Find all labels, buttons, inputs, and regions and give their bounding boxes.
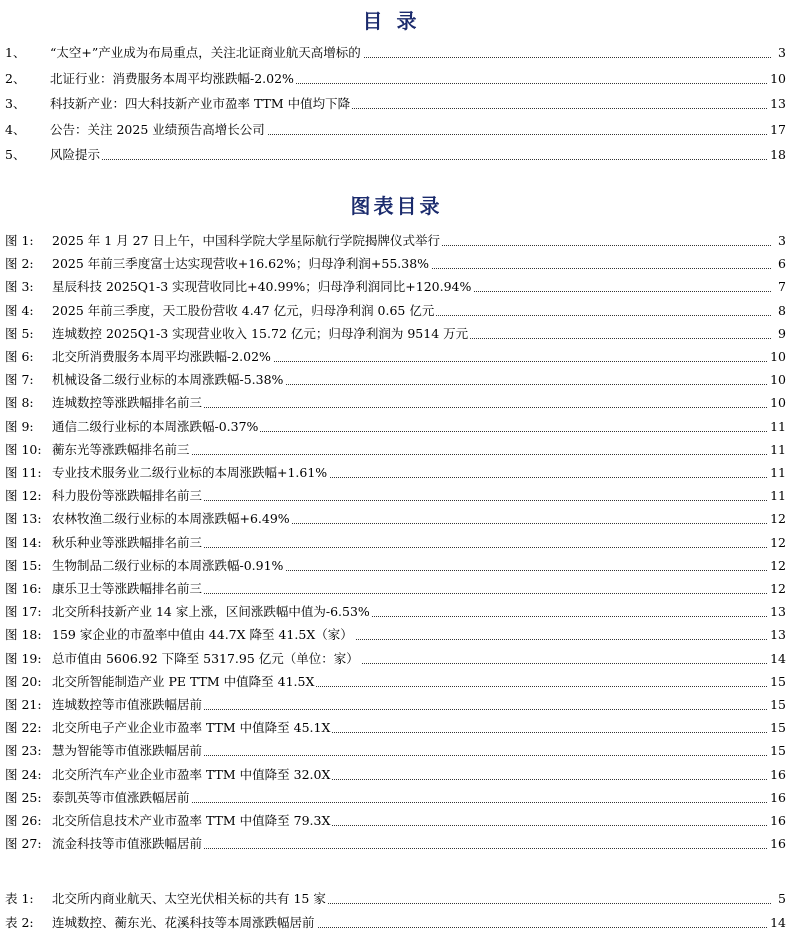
figure-entry-page: 3 bbox=[776, 230, 786, 252]
toc-entry-title[interactable]: 风险提示 bbox=[50, 144, 102, 166]
figure-entry[interactable] bbox=[0, 764, 793, 786]
toc-entry[interactable] bbox=[0, 93, 793, 115]
figure-entry[interactable] bbox=[0, 462, 793, 484]
figure-entry[interactable] bbox=[0, 323, 793, 345]
figure-entry[interactable] bbox=[0, 810, 793, 832]
figure-entry-title[interactable]: 北交所电子产业企业市盈率 TTM 中值降至 45.1X bbox=[52, 717, 332, 739]
figure-entry-title[interactable]: 秋乐种业等涨跌幅排名前三 bbox=[52, 532, 204, 554]
figure-entry-number: 图 5: bbox=[5, 325, 34, 341]
figure-entry-number: 图 13: bbox=[5, 511, 42, 527]
toc-entry[interactable] bbox=[0, 68, 793, 90]
figure-entry-page: 12 bbox=[768, 508, 786, 530]
figure-entry[interactable] bbox=[0, 787, 793, 809]
figure-entry[interactable] bbox=[0, 532, 793, 554]
figure-entry[interactable] bbox=[0, 416, 793, 438]
figure-entry-title[interactable]: 慧为智能等市值涨跌幅居前 bbox=[52, 740, 204, 762]
toc-entry-title[interactable]: “太空+”产业成为布局重点，关注北证商业航天高增标的 bbox=[50, 42, 363, 64]
table-entry-number: 表 1: bbox=[5, 891, 34, 906]
figure-entry[interactable] bbox=[0, 648, 793, 670]
figure-entry-title[interactable]: 通信二级行业标的本周涨跌幅-0.37% bbox=[52, 416, 260, 438]
figure-entry[interactable] bbox=[0, 740, 793, 762]
figure-entry-number: 图 23: bbox=[5, 743, 42, 759]
figure-entry-title[interactable]: 泰凯英等市值涨跌幅居前 bbox=[52, 787, 192, 809]
toc-entry-number: 5、 bbox=[5, 147, 26, 162]
figure-entry-title[interactable]: 2025 年前三季度，天工股份营收 4.47 亿元，归母净利润 0.65 亿元 bbox=[52, 300, 436, 322]
figure-entry-number: 图 19: bbox=[5, 650, 42, 666]
figure-entry-title[interactable]: 159 家企业的市盈率中值由 44.7X 降至 41.5X（家） bbox=[52, 624, 355, 646]
figure-entry-number: 图 6: bbox=[5, 349, 34, 364]
figure-entry[interactable] bbox=[0, 346, 793, 368]
figure-entry-number: 图 9: bbox=[5, 418, 34, 434]
table-entry-page: 14 bbox=[768, 912, 786, 934]
figure-entry-page: 8 bbox=[776, 300, 786, 322]
figure-entry-page: 16 bbox=[768, 764, 786, 786]
table-entry[interactable] bbox=[0, 888, 793, 910]
figure-entry-page: 15 bbox=[768, 717, 786, 739]
figure-entry[interactable] bbox=[0, 694, 793, 716]
figure-entry-number: 图 8: bbox=[5, 395, 34, 411]
toc-entry-page: 18 bbox=[768, 144, 786, 166]
toc-entry-title[interactable]: 科技新产业：四大科技新产业市盈率 TTM 中值均下降 bbox=[50, 93, 352, 115]
figure-entry-page: 11 bbox=[768, 462, 786, 484]
figure-entry-number: 图 17: bbox=[5, 604, 42, 620]
toc-entry-page: 3 bbox=[776, 42, 786, 64]
toc-entry-title[interactable]: 北证行业：消费服务本周平均涨跌幅-2.02% bbox=[50, 68, 296, 90]
figure-entry-number: 图 21: bbox=[5, 697, 42, 712]
table-entry-number: 表 2: bbox=[5, 915, 34, 930]
toc-entry-title[interactable]: 公告：关注 2025 业绩预告高增长公司 bbox=[50, 119, 267, 141]
figure-entry-page: 10 bbox=[768, 369, 786, 391]
figure-entry-page: 11 bbox=[768, 485, 786, 507]
figure-entry-page: 11 bbox=[768, 439, 786, 461]
figure-entry-title[interactable]: 2025 年前三季度富士达实现营收+16.62%；归母净利润+55.38% bbox=[52, 253, 431, 275]
figure-entry[interactable] bbox=[0, 485, 793, 507]
figure-entry-title[interactable]: 北交所科技新产业 14 家上涨，区间涨跌幅中值为-6.53% bbox=[52, 601, 372, 623]
figure-entry[interactable] bbox=[0, 555, 793, 577]
figure-entry-number: 图 16: bbox=[5, 581, 42, 596]
figure-entry-page: 11 bbox=[768, 416, 786, 438]
figure-entry-title[interactable]: 2025 年 1 月 27 日上午，中国科学院大学星际航行学院揭牌仪式举行 bbox=[52, 230, 442, 252]
table-entry-title[interactable]: 北交所内商业航天、太空光伏相关标的共有 15 家 bbox=[52, 888, 328, 910]
figure-entry-title[interactable]: 连城数控 2025Q1-3 实现营业收入 15.72 亿元；归母净利润为 9514 万元 bbox=[52, 323, 470, 345]
figure-entry-page: 15 bbox=[768, 671, 786, 693]
figure-entry-number: 图 12: bbox=[5, 488, 42, 504]
figure-entry-number: 图 20: bbox=[5, 673, 42, 689]
toc-entry-page: 10 bbox=[768, 68, 786, 90]
figure-entry[interactable] bbox=[0, 671, 793, 693]
dot-leader bbox=[50, 159, 771, 160]
figure-entry[interactable] bbox=[0, 624, 793, 646]
figure-entry-page: 6 bbox=[776, 253, 786, 275]
figure-entry-number: 图 11: bbox=[5, 465, 42, 480]
figure-entry-title[interactable]: 总市值由 5606.92 下降至 5317.95 亿元（单位：家） bbox=[52, 648, 361, 670]
figure-entry-title[interactable]: 农林牧渔二级行业标的本周涨跌幅+6.49% bbox=[52, 508, 292, 530]
figure-entry-page: 16 bbox=[768, 833, 786, 855]
figure-entry-number: 图 18: bbox=[5, 627, 42, 643]
figure-entry-number: 图 24: bbox=[5, 766, 42, 782]
toc-title: 目录 bbox=[362, 9, 431, 33]
figure-entry-number: 图 15: bbox=[5, 557, 42, 573]
figure-entry-title[interactable]: 连城数控等涨跌幅排名前三 bbox=[52, 392, 204, 414]
figure-entry-number: 图 25: bbox=[5, 789, 42, 805]
figure-entry-number: 图 2: bbox=[5, 256, 34, 272]
toc-entry[interactable] bbox=[0, 42, 793, 64]
toc-entry-number: 3、 bbox=[5, 96, 26, 111]
figure-entry-page: 9 bbox=[776, 323, 786, 345]
figure-entry-title[interactable]: 蘅东光等涨跌幅排名前三 bbox=[52, 439, 192, 461]
figure-entry[interactable] bbox=[0, 578, 793, 600]
figure-entry-page: 10 bbox=[768, 392, 786, 414]
figure-entry-page: 13 bbox=[768, 624, 786, 646]
toc-entry-number: 4、 bbox=[5, 121, 26, 137]
figure-entry-page: 15 bbox=[768, 740, 786, 762]
figure-entry-number: 图 1: bbox=[5, 233, 34, 248]
toc-entry-number: 1、 bbox=[5, 45, 26, 60]
figure-entry[interactable] bbox=[0, 276, 793, 298]
figure-entry[interactable] bbox=[0, 601, 793, 623]
figure-entry-title[interactable]: 科力股份等涨跌幅排名前三 bbox=[52, 485, 204, 507]
figure-entry-number: 图 3: bbox=[5, 279, 34, 295]
figure-entry-number: 图 4: bbox=[5, 302, 34, 318]
figure-entry[interactable] bbox=[0, 230, 793, 252]
figure-entry[interactable] bbox=[0, 253, 793, 275]
figure-entry-page: 12 bbox=[768, 578, 786, 600]
figure-entry-page: 16 bbox=[768, 810, 786, 832]
figure-entry-page: 14 bbox=[768, 648, 786, 670]
figure-entry-title[interactable]: 北交所消费服务本周平均涨跌幅-2.02% bbox=[52, 346, 273, 368]
toc-entry-page: 17 bbox=[768, 119, 786, 141]
figure-entry[interactable] bbox=[0, 392, 793, 414]
table-entry-title[interactable]: 连城数控、蘅东光、花溪科技等本周涨跌幅居前 bbox=[52, 912, 317, 934]
figure-entry-number: 图 14: bbox=[5, 534, 42, 550]
figure-entry-title[interactable]: 星辰科技 2025Q1-3 实现营收同比+40.99%；归母净利润同比+120.94% bbox=[52, 276, 473, 298]
figure-entry-page: 10 bbox=[768, 346, 786, 368]
toc-entry[interactable] bbox=[0, 119, 793, 141]
figure-entry-number: 图 22: bbox=[5, 720, 42, 736]
figure-entry-number: 图 10: bbox=[5, 441, 42, 457]
figure-entry[interactable] bbox=[0, 300, 793, 322]
table-entry-page: 5 bbox=[776, 888, 786, 910]
figure-entry[interactable] bbox=[0, 369, 793, 391]
figure-list-title: 图表目录 bbox=[350, 194, 443, 218]
figure-entry-title[interactable]: 机械设备二级行业标的本周涨跌幅-5.38% bbox=[52, 369, 285, 391]
figure-entry-number: 图 27: bbox=[5, 836, 42, 852]
figure-entry-title[interactable]: 流金科技等市值涨跌幅居前 bbox=[52, 833, 204, 855]
toc-entry[interactable] bbox=[0, 144, 793, 166]
figure-entry[interactable] bbox=[0, 439, 793, 461]
figure-entry-title[interactable]: 连城数控等市值涨跌幅居前 bbox=[52, 694, 204, 716]
figure-entry-title[interactable]: 生物制品二级行业标的本周涨跌幅-0.91% bbox=[52, 555, 285, 577]
figure-entry-number: 图 26: bbox=[5, 813, 42, 828]
figure-entry-page: 7 bbox=[776, 276, 786, 298]
figure-entry-title[interactable]: 康乐卫士等涨跌幅排名前三 bbox=[52, 578, 204, 600]
figure-entry-title[interactable]: 北交所智能制造产业 PE TTM 中值降至 41.5X bbox=[52, 671, 316, 693]
figure-entry-title[interactable]: 北交所汽车产业企业市盈率 TTM 中值降至 32.0X bbox=[52, 764, 332, 786]
toc-entry-page: 13 bbox=[768, 93, 786, 115]
figure-entry[interactable] bbox=[0, 833, 793, 855]
figure-entry-page: 12 bbox=[768, 532, 786, 554]
figure-entry-page: 15 bbox=[768, 694, 786, 716]
figure-entry-title[interactable]: 专业技术服务业二级行业标的本周涨跌幅+1.61% bbox=[52, 462, 329, 484]
figure-entry[interactable] bbox=[0, 717, 793, 739]
figure-entry-page: 12 bbox=[768, 555, 786, 577]
figure-entry-title[interactable]: 北交所信息技术产业市盈率 TTM 中值降至 79.3X bbox=[52, 810, 332, 832]
figure-entry[interactable] bbox=[0, 508, 793, 530]
figure-entry-page: 16 bbox=[768, 787, 786, 809]
figure-entry-number: 图 7: bbox=[5, 372, 34, 388]
toc-entry-number: 2、 bbox=[5, 70, 26, 86]
figure-entry-page: 13 bbox=[768, 601, 786, 623]
